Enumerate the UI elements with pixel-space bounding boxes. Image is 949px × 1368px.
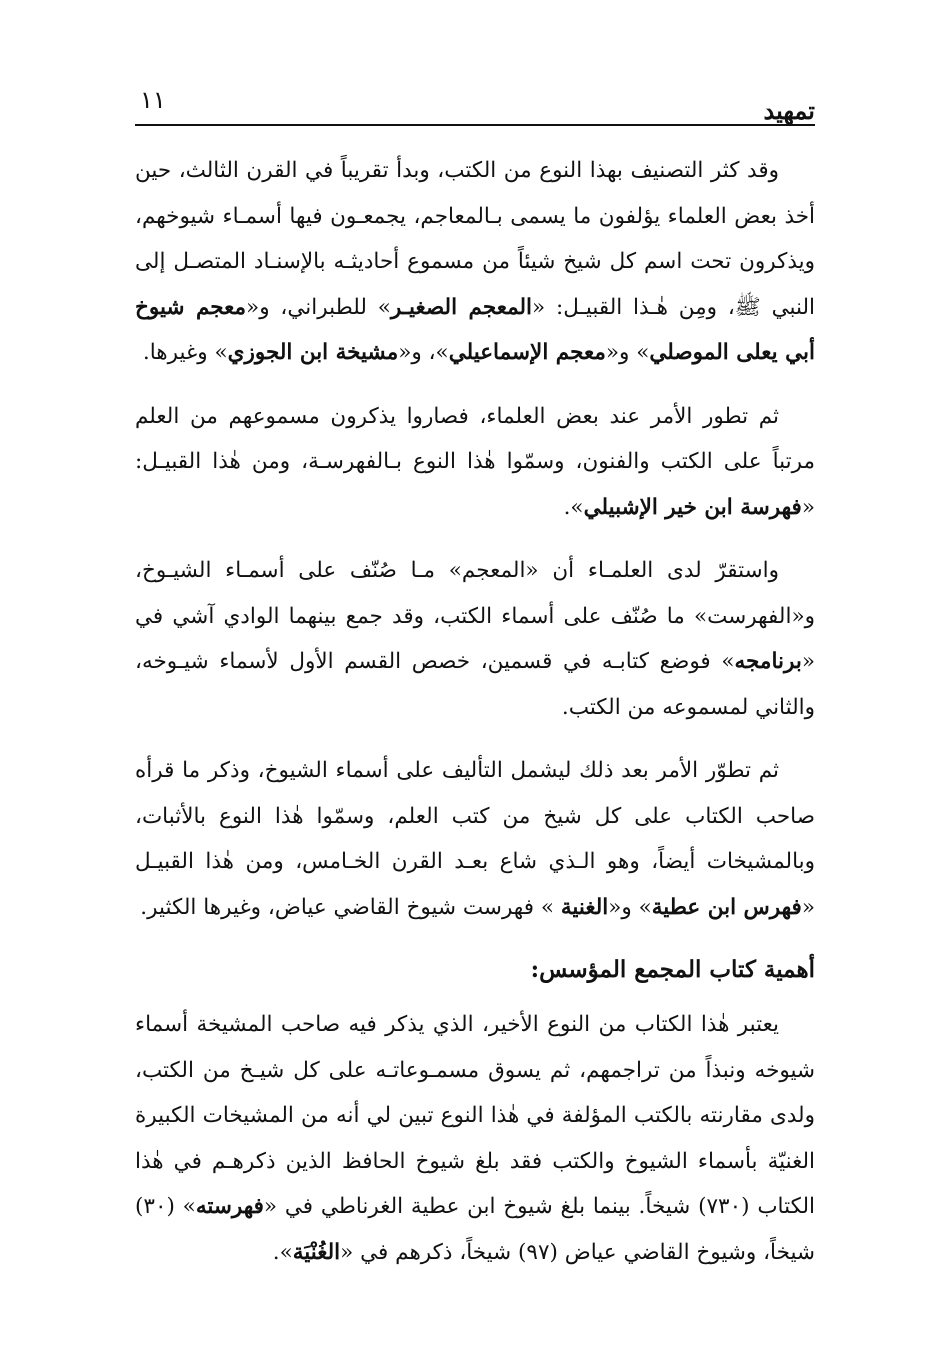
text-run: ». xyxy=(272,1239,293,1265)
book-title: فهرسة ابن خير الإشبيلي xyxy=(583,494,802,520)
section-heading: أهمية كتاب المجمع المؤسس: xyxy=(530,956,815,983)
book-title: مشيخة ابن الجوزي xyxy=(227,340,399,365)
text-run: » و« xyxy=(605,340,650,365)
page-number: ١١ xyxy=(140,86,166,114)
book-title: المعجم الصغيـر xyxy=(390,294,533,320)
header-divider xyxy=(135,124,815,126)
text-run: » (٣٠) شيخاً، وشيوخ القاضي عياض (٩٧) شيخاً، ذكرهم في « xyxy=(135,1194,815,1265)
book-title: فهرسته xyxy=(195,1194,264,1219)
running-title: تمهيد xyxy=(763,96,815,125)
text-run: »، و« xyxy=(398,340,449,365)
text-run: » وغيرها. xyxy=(142,340,228,365)
text-run: » فوضع كتابـه في قسمين، خصص القسم الأول لأسماء شيـوخه، والثاني لمسموعه من الكتب. xyxy=(135,649,815,720)
text-run: » و« xyxy=(608,894,652,920)
paragraph-2 xyxy=(135,394,815,531)
book-title: معجم الإسماعيلي xyxy=(448,340,606,365)
page-body xyxy=(135,148,815,1275)
book-title: برنامجه xyxy=(734,649,802,674)
text-run: ثم تطور الأمر عند بعض العلماء، فصاروا يذكرون مسموعهم من العلم مرتباً على الكتب والفنون، وسمّوا هٰذا النوع بـالفهرسـة، ومن هٰذا القبيـل: « xyxy=(135,403,815,520)
paragraph-5 xyxy=(135,1002,815,1275)
text-run: ثم تطوّر الأمر بعد ذلك ليشمل التأليف على أسماء الشيوخ، وذكر ما قرأه صاحب الكتاب على كل شيخ من كتب العلم، وسمّوا هٰذا النوع بالأثبات، وبالمشيخات أيضاً، وهو الـذي شاع بعـد القرن الخـامس، ومن هٰذا القبيـل « xyxy=(135,758,815,920)
text-run: وقد كثر التصنيف بهذا النوع من الكتب، وبدأ تقريباً في القرن الثالث، حين أخذ بعض العلماء يؤلفون ما يسمى بـالمعاجم، يجمعـون فيها أسمـاء شيوخهم، ويذكرون تحت اسم كل شيخ شيئاً من مسموع أحاديثـه بالإسنـاد المتصـل إلى النبي ﷺ، ومِن هٰـذا القبيـل: « xyxy=(135,158,815,320)
text-run: » فهرست شيوخ القاضي عياض، وغيرها الكثير. xyxy=(140,894,561,920)
text-run: ». xyxy=(563,494,584,520)
text-run: » للطبراني، و« xyxy=(246,294,391,320)
paragraph-3 xyxy=(135,548,815,730)
text-run: يعتبر هٰذا الكتاب من النوع الأخير، الذي يذكر فيه صاحب المشيخة أسماء شيوخه ونبذاً من تراجمهم، ثم يسوق مسمـوعاتـه على كل شيـخ من الكتب، ولدى مقارنته بالكتب المؤلفة في هٰذا النوع تبين لي أنه من المشيخات الكبيرة الغنيّة بأسماء الشيوخ والكتب فقد بلغ شيوخ الحافظ الذين ذكرهـم في هٰذا الكتاب (٧٣٠) شيخاً. بينما بلغ شيوخ ابن عطية الغرناطي في « xyxy=(135,1012,815,1219)
book-title: فهرس ابن عطية xyxy=(651,894,802,920)
book-title: الغُنْيَة xyxy=(292,1239,341,1265)
paragraph-1 xyxy=(135,148,815,376)
book-title: معجم شيوخ أبي يعلى الموصلي xyxy=(135,294,815,365)
book-title: الغنية xyxy=(560,894,609,920)
paragraph-4 xyxy=(135,748,815,930)
text-run: واستقرّ لدى العلمـاء أن «المعجم» مـا صُنّف على أسمـاء الشيـوخ، و«الفهرست» ما صُنّف على أسماء الكتب، وقد جمع بينهما الوادي آشي في « xyxy=(135,558,815,674)
page-header xyxy=(135,86,815,126)
